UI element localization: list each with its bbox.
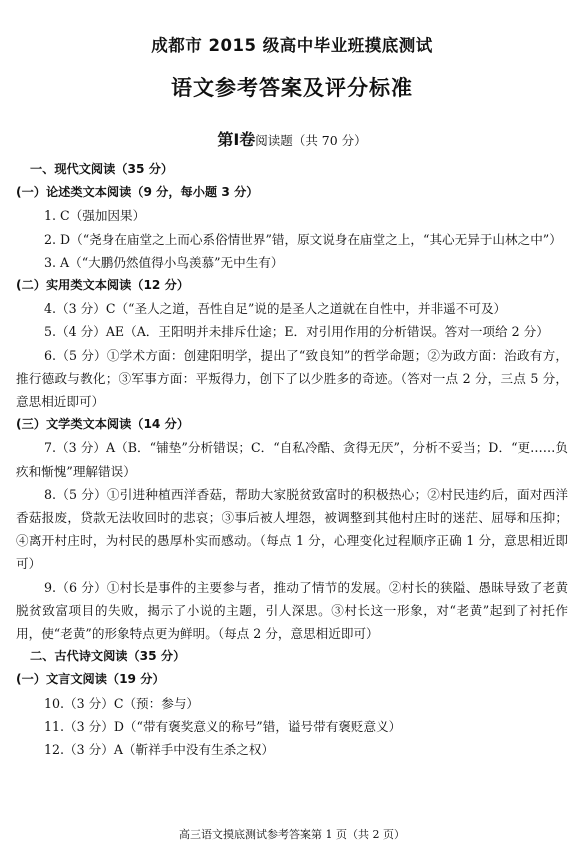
- subsection-heading-practical: (二）实用类文本阅读（12 分）: [16, 278, 190, 293]
- answer-item-9: 9.（6 分）①村长是事件的主要参与者，推动了情节的发展。②村长的狭隘、愚昧导致了老黄脱贫致富项目的失败，揭示了小说的主题，引人深思。③村长这一形象，对“老黄”起到了衬托作用，使“老黄”的形象特点更为鲜明。（每点 2 分，意思相近即可）: [16, 579, 568, 642]
- answer-content: [16, 158, 568, 761]
- answer-item-10: 10.（3 分）C（预：参与）: [44, 695, 200, 711]
- answer-item-1: 1. C（强加因果）: [44, 208, 146, 224]
- volume-heading: [0, 127, 584, 150]
- section-heading-classical: 二、古代诗文阅读（35 分）: [30, 649, 186, 664]
- volume-score: （共 70 分）: [292, 133, 367, 148]
- answer-item-4: 4.（3 分）C（“圣人之道，吾性自足”说的是圣人之道就在自性中，并非遥不可及）: [44, 301, 507, 317]
- answer-item-11: 11.（3 分）D（“带有褒奖意义的称号”错，谥号带有褒贬意义）: [44, 718, 402, 734]
- answer-item-2: 2. D（“尧身在庙堂之上而心系俗情世界”错，原文说身在庙堂之上，“其心无异于山林之中”）: [44, 231, 562, 247]
- page-footer: 高三语文摸底测试参考答案第 1 页（共 2 页）: [179, 828, 405, 841]
- answer-item-8: 8.（5 分）①引进种植西洋香菇，帮助大家脱贫致富时的积极热心；②村民违约后，面对西洋香菇报废，贷款无法收回时的悲哀；③事后被人埋怨，被调整到其他村庄时的迷茫、屈辱和压抑；④离开村庄时，为村民的愚厚朴实而感动。（每点 1 分，心理变化过程顺序正确 1 分，意思相近即可）: [16, 486, 568, 572]
- answer-item-6: 6.（5 分）①学术方面：创建阳明学，提出了“致良知”的哲学命题；②为政方面：治政有方，推行德政与教化；③军事方面：平叛得力，创下了以少胜多的奇迹。（答对一点 2 分，三点 5 分，意思相近即可）: [16, 347, 568, 410]
- subsection-heading-classical-prose: (一）文言文阅读（19 分）: [16, 672, 165, 687]
- answer-item-7: 7.（3 分）A（B．“铺垫”分析错误；C．“自私冷酷、贪得无厌”，分析不妥当；D．“更……负疚和惭愧”理解错误）: [16, 440, 568, 479]
- subsection-heading-literary: (三）文学类文本阅读（14 分）: [16, 417, 190, 432]
- subsection-heading-argumentative: (一）论述类文本阅读（9 分，每小题 3 分）: [16, 185, 259, 200]
- volume-label: 第Ⅰ卷: [217, 130, 256, 149]
- answer-item-3: 3. A（“大鹏仍然值得小鸟羡慕”无中生有）: [44, 254, 284, 270]
- volume-subtitle: 阅读题: [255, 133, 293, 148]
- document-title: 语文参考答案及评分标准: [171, 76, 413, 100]
- answer-item-5: 5.（4 分）AE（A．王阳明并未排斥仕途；E．对引用作用的分析错误。答对一项给 2 分）: [44, 324, 549, 340]
- section-heading-modern-reading: 一、现代文阅读（35 分）: [30, 162, 174, 176]
- exam-title: 成都市 2015 级高中毕业班摸底测试: [151, 36, 433, 55]
- answer-item-12: 12.（3 分）A（靳祥手中没有生杀之权）: [44, 742, 275, 758]
